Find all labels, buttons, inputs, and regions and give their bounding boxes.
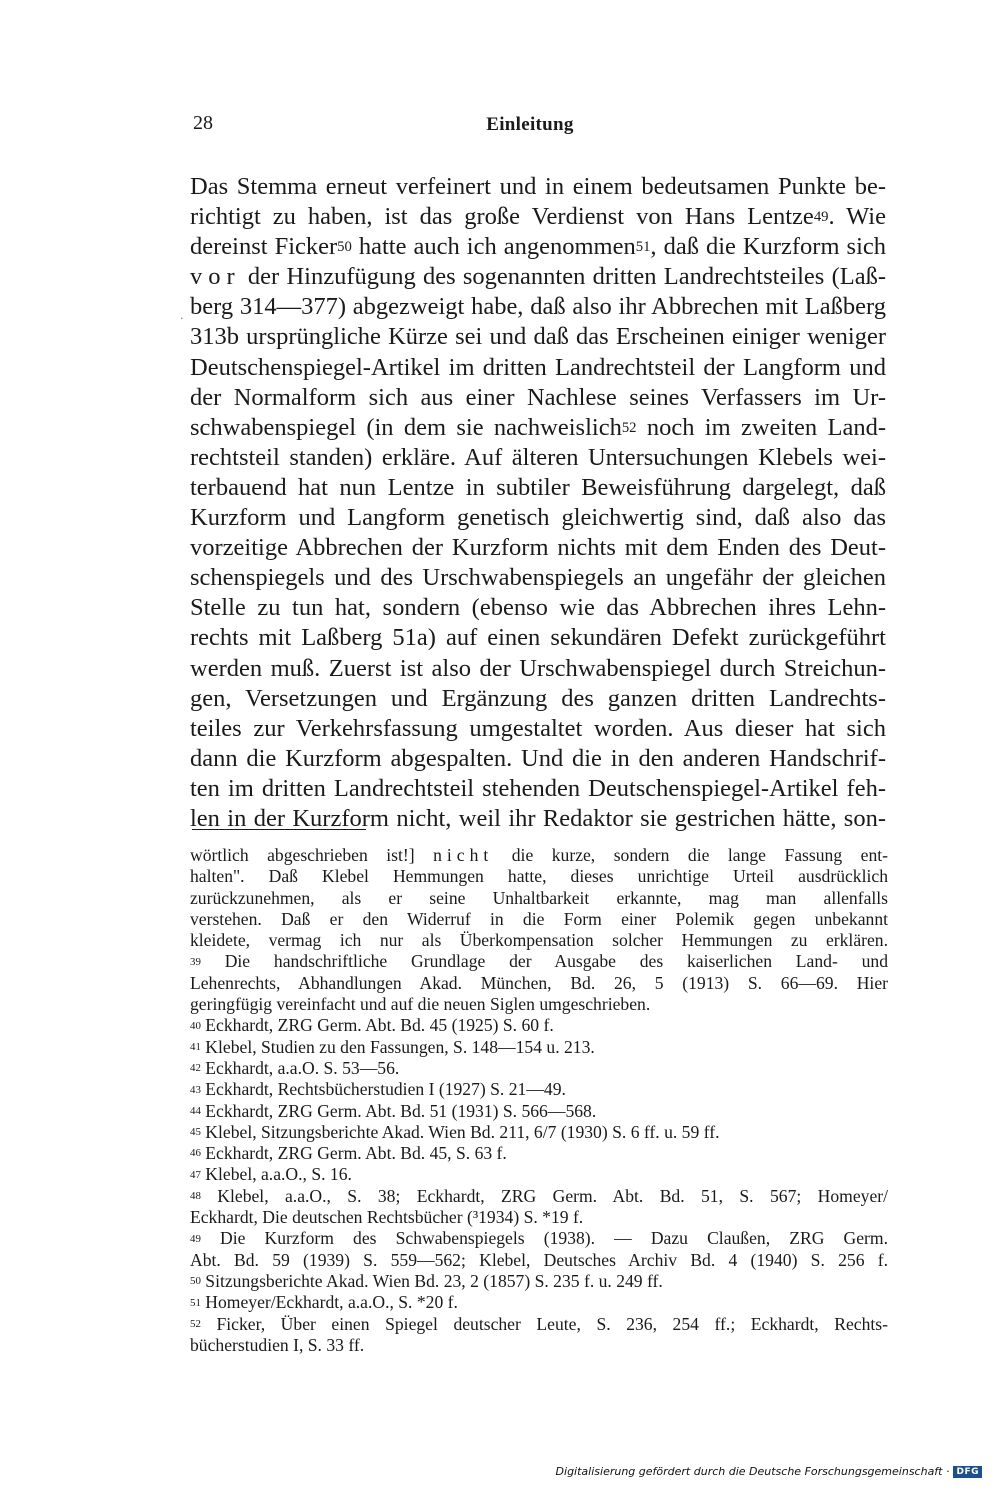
footnote-line: [190, 1207, 888, 1228]
text-line: [190, 533, 886, 563]
footnote-text: Eckhardt, a.a.O. S. 53—56.: [200, 1057, 400, 1078]
main-text: [190, 172, 886, 834]
footnote-number: 39: [190, 955, 201, 968]
footnote-text: zurückzunehmen, als er seine Unhaltbarkeit erkannte, mag man allenfalls: [190, 887, 888, 908]
footnote-line: [190, 994, 888, 1015]
text-line: [190, 443, 886, 473]
running-head: Einleitung: [486, 114, 574, 135]
footnote-text: geringfügig vereinfacht und auf die neuen Siglen umgeschrieben.: [190, 994, 651, 1015]
text-segment: Kurzform und Langform genetisch gleichwertig sind, daß also das: [190, 504, 886, 532]
text-segment: Stelle zu tun hat, sondern (ebenso wie das Abbrechen ihres Lehn-: [190, 594, 886, 622]
footnote-number: 47: [190, 1168, 201, 1181]
text-segment: ten im dritten Landrechtsteil stehenden Deutschenspiegel-Artikel feh-: [190, 774, 886, 802]
footnote-text: Klebel, a.a.O., S. 38; Eckhardt, ZRG Germ. Abt. Bd. 51, S. 567; Homeyer/: [200, 1185, 888, 1206]
text-line: [190, 684, 886, 714]
footnote-ref: 49: [813, 209, 829, 226]
text-segment: richtigt zu haben, ist das große Verdienst von Hans Lentze: [190, 203, 814, 231]
text-segment: berg 314—377) abgezweigt habe, daß also ihr Abbrechen mit Laßberg: [190, 293, 886, 321]
footnote-number: 45: [190, 1126, 201, 1139]
footnote-text: verstehen. Daß er den Widerruf in die Form einer Polemik gegen unbekannt: [190, 908, 888, 929]
footnote-line: [190, 1292, 888, 1313]
footnote-text: Die Kurzform des Schwabenspiegels (1938). — Dazu Claußen, ZRG Germ.: [200, 1228, 888, 1249]
text-line: [190, 202, 886, 232]
footnote-text: Die handschriftliche Grundlage der Ausgabe des kaiserlichen Land- und: [200, 951, 888, 972]
footnote-number: 43: [190, 1083, 201, 1096]
text-line: [190, 563, 886, 593]
footnote-line: [190, 888, 888, 909]
text-segment: 313b ursprüngliche Kürze sei und daß das Erscheinen einiger weniger: [190, 323, 886, 351]
footnote-number: 51: [190, 1296, 201, 1309]
footnote-line: [190, 930, 888, 951]
text-segment: rechtsteil standen) erkläre. Auf älteren Untersuchungen Klebels wei-: [190, 443, 886, 471]
text-line: [190, 774, 886, 804]
footnote-text: Abt. Bd. 59 (1939) S. 559—562; Klebel, Deutsches Archiv Bd. 4 (1940) S. 256 f.: [190, 1249, 888, 1270]
footnote-text: kleidete, vermag ich nur als Überkompensation solcher Hemmungen zu erklären.: [190, 930, 888, 951]
footnote-text: Homeyer/Eckhardt, a.a.O., S. *20 f.: [200, 1292, 458, 1313]
digitization-credit-text: Digitalisierung gefördert durch die Deutsche Forschungsgemeinschaft ·: [555, 1465, 950, 1478]
text-segment: werden muß. Zuerst ist also der Urschwabenspiegel durch Streichun-: [190, 654, 886, 682]
text-line: [190, 322, 886, 352]
text-segment: dereinst Ficker: [190, 233, 338, 261]
text-line: [190, 473, 886, 503]
footnote-text: Ficker, Über einen Spiegel deutscher Leute, S. 236, 254 ff.; Eckhardt, Rechts-: [200, 1313, 888, 1334]
footnote-line: [190, 1079, 888, 1100]
text-line: [190, 353, 886, 383]
text-segment: , daß die Kurzform sich: [650, 233, 887, 261]
footnote-text: bücherstudien I, S. 33 ff.: [190, 1334, 365, 1355]
text-line: [190, 413, 886, 443]
footnote-number: 40: [190, 1019, 201, 1032]
footnote-line: [190, 1101, 888, 1122]
text-segment: vorzeitige Abbrechen der Kurzform nichts mit dem Enden des Deut-: [190, 534, 886, 562]
digitization-credit: [556, 1465, 982, 1478]
footnote-number: 52: [190, 1317, 201, 1330]
text-segment: Deutschenspiegel-Artikel im dritten Landrechtsteil der Langform und: [190, 353, 886, 381]
footnote-text: Eckhardt, Die deutschen Rechtsbücher (³1934) S. *19 f.: [190, 1207, 584, 1228]
footnote-line: [190, 1228, 888, 1249]
footnote-line: [190, 1250, 888, 1271]
footnote-line: [190, 1271, 888, 1292]
text-line: [190, 262, 886, 292]
footnote-line: [190, 909, 888, 930]
footnote-ref: 50: [337, 239, 352, 256]
footnote-line: [190, 1186, 888, 1207]
footnote-text: Sitzungsberichte Akad. Wien Bd. 23, 2 (1857) S. 235 f. u. 249 ff.: [200, 1270, 663, 1291]
footnote-ref: 52: [621, 419, 637, 436]
footnotes: [190, 845, 888, 1356]
dfg-logo: DFG: [953, 1466, 982, 1478]
footnote-text: halten". Daß Klebel Hemmungen hatte, dieses unrichtige Urteil ausdrücklich: [190, 866, 888, 887]
footnote-text: wörtlich abgeschrieben ist!]: [190, 845, 434, 865]
text-segment: Das Stemma erneut verfeinert und in einem bedeutsamen Punkte be-: [190, 173, 886, 200]
footnote-ref: 51: [635, 239, 651, 256]
text-segment: . Wie: [828, 203, 886, 231]
footnote-line: [190, 1314, 888, 1335]
text-line: [190, 292, 886, 322]
text-line: [190, 383, 886, 413]
footnote-line: [190, 866, 888, 887]
footnote-line: [190, 845, 888, 866]
text-line: [190, 593, 886, 623]
text-segment: schwabenspiegel (in dem sie nachweislich: [190, 413, 622, 441]
text-segment: gen, Versetzungen und Ergänzung des ganzen dritten Landrechts-: [190, 684, 886, 712]
footnote-line: [190, 1335, 888, 1356]
footnote-line: [190, 1015, 888, 1036]
footnote-text: Klebel, a.a.O., S. 16.: [200, 1164, 352, 1185]
margin-mark: ·: [180, 312, 184, 325]
footnote-line: [190, 1037, 888, 1058]
footnote-text: Klebel, Sitzungsberichte Akad. Wien Bd. 211, 6/7 (1930) S. 6 ff. u. 59 ff.: [200, 1121, 720, 1142]
footnote-number: 42: [190, 1062, 201, 1075]
text-segment: noch im zweiten Land-: [636, 413, 886, 441]
text-line: [190, 714, 886, 744]
text-segment: rechts mit Laßberg 51a) auf einen sekundären Defekt zurückgeführt: [190, 624, 886, 652]
text-segment: dann die Kurzform abgespalten. Und die in den anderen Handschrif-: [190, 744, 886, 772]
footnote-line: [190, 1164, 888, 1185]
text-segment: terbauend hat nun Lentze in subtiler Beweisführung dargelegt, daß: [190, 473, 886, 501]
text-line: [190, 623, 886, 653]
footnote-line: [190, 951, 888, 972]
footnote-rule: [192, 829, 366, 830]
text-segment: teiles zur Verkehrsfassung umgestaltet worden. Aus dieser hat sich: [190, 714, 886, 742]
footnote-line: [190, 1143, 888, 1164]
footnote-number: 49: [190, 1232, 201, 1245]
text-segment: der Normalform sich aus einer Nachlese seines Verfassers im Ur-: [190, 383, 886, 411]
text-segment: vor: [190, 263, 241, 291]
text-segment: schenspiegels und des Urschwabenspiegels an ungefähr der gleichen: [190, 564, 886, 592]
footnote-number: 50: [190, 1275, 201, 1288]
footnote-text: die kurze, sondern die lange Fassung ent-: [493, 845, 888, 865]
text-segment: len in der Kurzform nicht, weil ihr Redaktor sie gestrichen hätte, son-: [190, 804, 886, 832]
text-line: [190, 654, 886, 684]
footnote-number: 48: [190, 1190, 201, 1203]
footnote-text: Klebel, Studien zu den Fassungen, S. 148—154 u. 213.: [200, 1036, 595, 1057]
text-line: [190, 744, 886, 774]
footnote-line: [190, 1122, 888, 1143]
text-line: [190, 503, 886, 533]
footnote-text: Lehenrechts, Abhandlungen Akad. München, Bd. 26, 5 (1913) S. 66—69. Hier: [190, 972, 888, 993]
text-line: [190, 172, 886, 202]
text-segment: der Hinzufügung des sogenannten dritten Landrechtsteiles (Laß-: [240, 263, 886, 291]
footnote-text: Eckhardt, ZRG Germ. Abt. Bd. 45 (1925) S. 60 f.: [200, 1015, 554, 1036]
footnote-text: Eckhardt, ZRG Germ. Abt. Bd. 51 (1931) S. 566—568.: [200, 1100, 597, 1121]
page-number: 28: [193, 112, 213, 134]
footnote-number: 46: [190, 1147, 201, 1160]
text-line: [190, 232, 886, 262]
footnote-text: Eckhardt, ZRG Germ. Abt. Bd. 45, S. 63 f.: [200, 1143, 507, 1164]
footnote-line: [190, 1058, 888, 1079]
footnote-emphasis: nicht: [433, 845, 494, 865]
text-segment: hatte auch ich angenommen: [351, 233, 636, 261]
footnote-line: [190, 973, 888, 994]
footnote-number: 44: [190, 1104, 201, 1117]
footnote-number: 41: [190, 1040, 201, 1053]
footnote-text: Eckhardt, Rechtsbücherstudien I (1927) S. 21—49.: [200, 1079, 566, 1100]
